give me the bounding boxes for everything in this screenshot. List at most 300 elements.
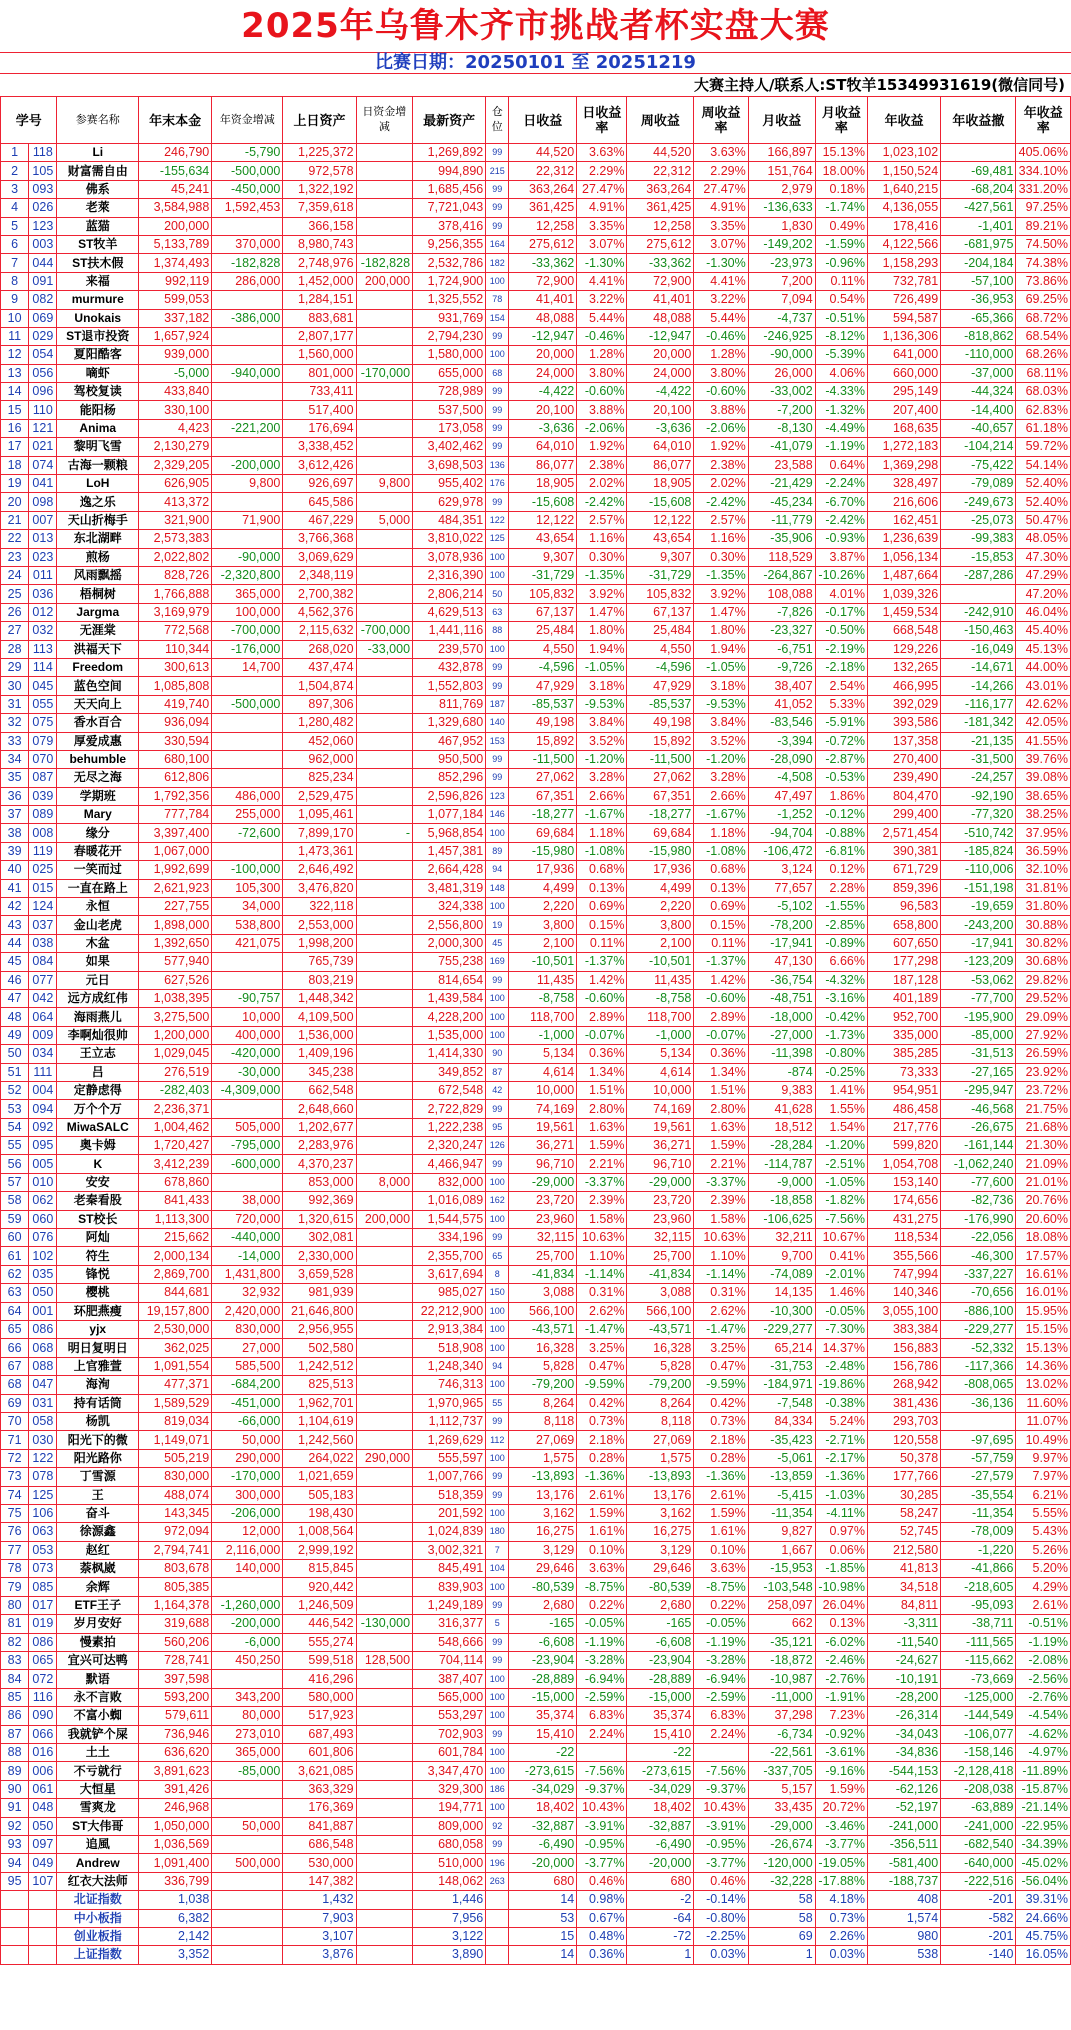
cell-name: 岁月安好 <box>57 1615 139 1633</box>
cell-id: 038 <box>29 934 57 952</box>
cell-year-drawdown: -21,135 <box>941 732 1016 750</box>
cell-day-fund-change <box>356 383 412 401</box>
cell-id: 119 <box>29 842 57 860</box>
cell-day-fund-change <box>356 916 412 934</box>
cell-id <box>29 1927 57 1945</box>
cell-name: 无涯棠 <box>57 622 139 640</box>
cell-year-rate: 6.21% <box>1016 1486 1071 1504</box>
cell-week-rate: -7.56% <box>694 1762 748 1780</box>
cell-rank: 37 <box>1 806 29 824</box>
cell-day-rate: 0.36% <box>577 1045 627 1063</box>
cell-day-profit: 44,520 <box>509 144 577 162</box>
cell-year-end-principal: 728,741 <box>139 1652 212 1670</box>
cell-day-rate: 2.24% <box>577 1725 627 1743</box>
cell-month-profit: -31,753 <box>748 1357 815 1375</box>
cell-year-drawdown: -249,673 <box>941 493 1016 511</box>
cell-latest-assets: 1,552,803 <box>413 677 486 695</box>
cell-month-profit: -13,859 <box>748 1468 815 1486</box>
cell-year-drawdown: -151,198 <box>941 879 1016 897</box>
cell-year-drawdown: -181,342 <box>941 714 1016 732</box>
cell-name: 王立志 <box>57 1045 139 1063</box>
cell-id: 110 <box>29 401 57 419</box>
cell-day-profit: 20,100 <box>509 401 577 419</box>
cell-year-fund-change: -2,320,800 <box>212 566 283 584</box>
cell-name: 北证指数 <box>57 1891 139 1909</box>
cell-day-fund-change <box>356 603 412 621</box>
cell-name: 黎明飞雪 <box>57 438 139 456</box>
cell-year-drawdown: -682,540 <box>941 1835 1016 1853</box>
table-row <box>1 1376 1071 1394</box>
cell-month-rate: 0.41% <box>815 1247 867 1265</box>
cell-month-rate: -0.25% <box>815 1063 867 1081</box>
cell-month-profit: -17,941 <box>748 934 815 952</box>
cell-year-fund-change: 14,700 <box>212 658 283 676</box>
table-row <box>1 1155 1071 1173</box>
cell-name: 天山折梅手 <box>57 511 139 529</box>
cell-name: 金山老虎 <box>57 916 139 934</box>
cell-day-fund-change <box>356 438 412 456</box>
cell-week-profit: -2 <box>627 1891 694 1909</box>
cell-month-profit: -33,002 <box>748 383 815 401</box>
cell-latest-assets: 555,597 <box>413 1449 486 1467</box>
cell-name: 蓝色空间 <box>57 677 139 695</box>
cell-day-fund-change: -700,000 <box>356 622 412 640</box>
cell-week-rate: 1.63% <box>694 1118 748 1136</box>
cell-day-rate: 0.68% <box>577 861 627 879</box>
cell-day-rate: 1.92% <box>577 438 627 456</box>
table-row <box>1 1762 1071 1780</box>
cell-latest-assets: 680,058 <box>413 1835 486 1853</box>
cell-year-end-principal: 2,530,000 <box>139 1321 212 1339</box>
cell-rank: 6 <box>1 235 29 253</box>
cell-position: 63 <box>486 603 509 621</box>
cell-day-fund-change <box>356 1909 412 1927</box>
cell-month-rate: 4.18% <box>815 1891 867 1909</box>
cell-rank: 68 <box>1 1376 29 1394</box>
cell-rank: 62 <box>1 1265 29 1283</box>
cell-prev-assets: 3,876 <box>283 1946 356 1964</box>
cell-week-rate: 3.84% <box>694 714 748 732</box>
cell-year-profit: 3,055,100 <box>867 1302 940 1320</box>
cell-day-rate: 2.29% <box>577 162 627 180</box>
cell-month-profit: -106,472 <box>748 842 815 860</box>
cell-month-rate: -0.05% <box>815 1302 867 1320</box>
cell-year-rate: 59.72% <box>1016 438 1071 456</box>
cell-id: 058 <box>29 1412 57 1430</box>
cell-rank: 75 <box>1 1504 29 1522</box>
cell-week-profit: 27,062 <box>627 769 694 787</box>
cell-week-profit: 23,960 <box>627 1210 694 1228</box>
cell-month-rate: -1.82% <box>815 1192 867 1210</box>
table-row <box>1 695 1071 713</box>
cell-name: 赵红 <box>57 1541 139 1559</box>
cell-prev-assets: 733,411 <box>283 383 356 401</box>
ranking-rows <box>1 144 1071 1965</box>
cell-year-fund-change: 32,932 <box>212 1284 283 1302</box>
cell-year-fund-change: 50,000 <box>212 1817 283 1835</box>
table-row <box>1 677 1071 695</box>
table-row <box>1 1008 1071 1026</box>
cell-month-rate: -3.77% <box>815 1835 867 1853</box>
cell-month-profit: -7,826 <box>748 603 815 621</box>
table-row <box>1 1026 1071 1044</box>
table-row <box>1 1541 1071 1559</box>
cell-week-rate: -1.47% <box>694 1321 748 1339</box>
cell-rank: 83 <box>1 1652 29 1670</box>
cell-day-profit: -10,501 <box>509 953 577 971</box>
cell-month-profit: -18,858 <box>748 1192 815 1210</box>
cell-year-drawdown: -161,144 <box>941 1137 1016 1155</box>
cell-id: 017 <box>29 1596 57 1614</box>
cell-prev-assets: 1,322,192 <box>283 180 356 198</box>
cell-year-rate: 97.25% <box>1016 199 1071 217</box>
table-row <box>1 383 1071 401</box>
cell-day-profit: 86,077 <box>509 456 577 474</box>
cell-year-end-principal: 330,594 <box>139 732 212 750</box>
cell-year-rate: -45.02% <box>1016 1854 1071 1872</box>
table-row <box>1 309 1071 327</box>
cell-day-fund-change <box>356 548 412 566</box>
cell-rank: 47 <box>1 989 29 1007</box>
cell-latest-assets: 1,249,189 <box>413 1596 486 1614</box>
cell-year-profit: 390,381 <box>867 842 940 860</box>
cell-day-fund-change <box>356 1394 412 1412</box>
cell-day-fund-change: - <box>356 824 412 842</box>
cell-year-drawdown: -17,941 <box>941 934 1016 952</box>
cell-year-fund-change: 71,900 <box>212 511 283 529</box>
cell-name: 追風 <box>57 1835 139 1853</box>
cell-day-fund-change <box>356 1927 412 1945</box>
cell-month-rate: -0.17% <box>815 603 867 621</box>
cell-year-profit: 156,786 <box>867 1357 940 1375</box>
cell-day-fund-change: 9,800 <box>356 475 412 493</box>
cell-week-profit: 2,220 <box>627 898 694 916</box>
table-row <box>1 1045 1071 1063</box>
cell-day-rate: -0.07% <box>577 1026 627 1044</box>
cell-month-rate: -2.76% <box>815 1670 867 1688</box>
cell-year-drawdown: -82,736 <box>941 1192 1016 1210</box>
cell-rank: 52 <box>1 1081 29 1099</box>
cell-day-rate: 3.63% <box>577 1560 627 1578</box>
cell-week-rate: -1.36% <box>694 1468 748 1486</box>
cell-year-end-principal: 2,621,923 <box>139 879 212 897</box>
cell-year-profit: 607,650 <box>867 934 940 952</box>
table-row <box>1 1357 1071 1375</box>
cell-year-end-principal: 3,275,500 <box>139 1008 212 1026</box>
cell-prev-assets: 1,095,461 <box>283 806 356 824</box>
cell-year-profit: 641,000 <box>867 346 940 364</box>
cell-id: 003 <box>29 235 57 253</box>
cell-position: 65 <box>486 1247 509 1265</box>
cell-year-fund-change: 365,000 <box>212 585 283 603</box>
cell-year-rate: -2.08% <box>1016 1652 1071 1670</box>
cell-prev-assets: 3,338,452 <box>283 438 356 456</box>
table-row <box>1 732 1071 750</box>
cell-position: 99 <box>486 1596 509 1614</box>
cell-day-fund-change <box>356 787 412 805</box>
cell-month-profit: 37,298 <box>748 1707 815 1725</box>
cell-year-profit: 1,039,326 <box>867 585 940 603</box>
cell-latest-assets: 467,952 <box>413 732 486 750</box>
cell-year-rate: -4.54% <box>1016 1707 1071 1725</box>
cell-name: 李啊灿很帅 <box>57 1026 139 1044</box>
cell-year-drawdown: -24,257 <box>941 769 1016 787</box>
cell-month-rate: -1.74% <box>815 199 867 217</box>
cell-week-profit: 19,561 <box>627 1118 694 1136</box>
cell-year-profit: 162,451 <box>867 511 940 529</box>
cell-id: 062 <box>29 1192 57 1210</box>
cell-prev-assets: 2,330,000 <box>283 1247 356 1265</box>
cell-month-rate: -2.42% <box>815 511 867 529</box>
cell-month-profit: 1,830 <box>748 217 815 235</box>
cell-day-fund-change <box>356 1541 412 1559</box>
cell-month-profit: -103,548 <box>748 1578 815 1596</box>
cell-day-rate: -1.14% <box>577 1265 627 1283</box>
cell-id: 050 <box>29 1817 57 1835</box>
cell-week-profit: 67,137 <box>627 603 694 621</box>
cell-week-rate: 1.18% <box>694 824 748 842</box>
cell-position: 122 <box>486 511 509 529</box>
cell-latest-assets: 814,654 <box>413 971 486 989</box>
cell-position: 136 <box>486 456 509 474</box>
cell-day-rate: 1.16% <box>577 530 627 548</box>
cell-week-profit: -11,500 <box>627 750 694 768</box>
cell-id: 032 <box>29 622 57 640</box>
cell-latest-assets: 194,771 <box>413 1799 486 1817</box>
cell-month-rate: 0.54% <box>815 291 867 309</box>
cell-prev-assets: 3,476,820 <box>283 879 356 897</box>
cell-week-rate: -1.67% <box>694 806 748 824</box>
cell-week-rate: -3.91% <box>694 1817 748 1835</box>
cell-day-rate: 3.25% <box>577 1339 627 1357</box>
cell-latest-assets: 3,078,936 <box>413 548 486 566</box>
cell-name: 老秦看股 <box>57 1192 139 1210</box>
cell-week-profit: 20,000 <box>627 346 694 364</box>
cell-year-end-principal: 4,423 <box>139 419 212 437</box>
cell-week-profit: 35,374 <box>627 1707 694 1725</box>
cell-day-fund-change <box>356 806 412 824</box>
cell-position: 180 <box>486 1523 509 1541</box>
cell-day-rate: 0.98% <box>577 1891 627 1909</box>
cell-year-end-principal: 391,426 <box>139 1780 212 1798</box>
cell-year-end-principal: 772,568 <box>139 622 212 640</box>
cell-month-profit: -35,423 <box>748 1431 815 1449</box>
cell-position: 100 <box>486 1707 509 1725</box>
table-row <box>1 1523 1071 1541</box>
cell-year-end-principal: 19,157,800 <box>139 1302 212 1320</box>
cell-year-drawdown: -116,177 <box>941 695 1016 713</box>
cell-rank: 33 <box>1 732 29 750</box>
cell-year-profit: -11,540 <box>867 1633 940 1651</box>
cell-id: 093 <box>29 180 57 198</box>
cell-month-profit: 23,588 <box>748 456 815 474</box>
cell-month-rate: 0.03% <box>815 1946 867 1964</box>
cell-year-fund-change: -795,000 <box>212 1137 283 1155</box>
cell-rank: 20 <box>1 493 29 511</box>
cell-year-end-principal: 1,113,300 <box>139 1210 212 1228</box>
cell-week-rate: 0.15% <box>694 916 748 934</box>
cell-prev-assets: 687,493 <box>283 1725 356 1743</box>
cell-name: 持有话筒 <box>57 1394 139 1412</box>
cell-prev-assets: 2,648,660 <box>283 1100 356 1118</box>
cell-day-fund-change <box>356 1854 412 1872</box>
cell-latest-assets: 950,500 <box>413 750 486 768</box>
cell-day-fund-change <box>356 934 412 952</box>
cell-week-rate: 3.22% <box>694 291 748 309</box>
cell-year-drawdown: -26,675 <box>941 1118 1016 1136</box>
cell-year-rate: 69.25% <box>1016 291 1071 309</box>
cell-day-profit: 12,122 <box>509 511 577 529</box>
cell-week-profit: 23,720 <box>627 1192 694 1210</box>
cell-rank: 89 <box>1 1762 29 1780</box>
table-row <box>1 750 1071 768</box>
cell-latest-assets: 2,596,826 <box>413 787 486 805</box>
cell-week-profit: 3,162 <box>627 1504 694 1522</box>
cell-position: 187 <box>486 695 509 713</box>
cell-year-end-principal: 1,067,000 <box>139 842 212 860</box>
cell-name: Unokais <box>57 309 139 327</box>
cell-week-rate: 2.24% <box>694 1725 748 1743</box>
cell-name: Jargma <box>57 603 139 621</box>
cell-week-rate: 1.59% <box>694 1504 748 1522</box>
cell-rank: 67 <box>1 1357 29 1375</box>
cell-week-rate: -3.77% <box>694 1854 748 1872</box>
cell-week-rate: -1.08% <box>694 842 748 860</box>
cell-day-profit: 14 <box>509 1946 577 1964</box>
cell-day-rate: -1.05% <box>577 658 627 676</box>
cell-year-fund-change: -14,000 <box>212 1247 283 1265</box>
cell-year-drawdown: -125,000 <box>941 1688 1016 1706</box>
cell-name: 永不言败 <box>57 1688 139 1706</box>
cell-rank: 30 <box>1 677 29 695</box>
cell-day-profit: 18,402 <box>509 1799 577 1817</box>
cell-week-profit: 67,351 <box>627 787 694 805</box>
cell-year-end-principal: 362,025 <box>139 1339 212 1357</box>
cell-year-end-principal: 1,792,356 <box>139 787 212 805</box>
table-row <box>1 1799 1071 1817</box>
cell-position: 100 <box>486 566 509 584</box>
cell-rank: 53 <box>1 1100 29 1118</box>
cell-year-fund-change <box>212 346 283 364</box>
cell-year-drawdown: -144,549 <box>941 1707 1016 1725</box>
cell-year-end-principal: 337,182 <box>139 309 212 327</box>
cell-week-profit: 27,069 <box>627 1431 694 1449</box>
cell-week-rate: -0.80% <box>694 1909 748 1927</box>
cell-rank: 23 <box>1 548 29 566</box>
cell-latest-assets: 334,196 <box>413 1229 486 1247</box>
cell-name: 海洵 <box>57 1376 139 1394</box>
cell-year-profit: 1,574 <box>867 1909 940 1927</box>
cell-prev-assets: 467,229 <box>283 511 356 529</box>
cell-day-rate: -2.06% <box>577 419 627 437</box>
cell-month-rate: -2.85% <box>815 916 867 934</box>
cell-week-rate: 3.80% <box>694 364 748 382</box>
cell-year-profit: -52,197 <box>867 1799 940 1817</box>
table-row <box>1 603 1071 621</box>
cell-prev-assets: 176,369 <box>283 1799 356 1817</box>
cell-id: 039 <box>29 787 57 805</box>
cell-week-profit: -29,000 <box>627 1173 694 1191</box>
cell-id: 050 <box>29 1284 57 1302</box>
cell-id: 094 <box>29 1100 57 1118</box>
cell-week-profit: 13,176 <box>627 1486 694 1504</box>
cell-year-end-principal: 2,236,371 <box>139 1100 212 1118</box>
cell-id: 073 <box>29 1560 57 1578</box>
cell-year-drawdown: -176,990 <box>941 1210 1016 1228</box>
cell-year-profit: 538 <box>867 1946 940 1964</box>
cell-week-profit: 3,088 <box>627 1284 694 1302</box>
cell-day-rate: 6.83% <box>577 1707 627 1725</box>
cell-rank: 54 <box>1 1118 29 1136</box>
cell-year-fund-change: 38,000 <box>212 1192 283 1210</box>
cell-week-rate: -0.95% <box>694 1835 748 1853</box>
cell-day-fund-change <box>356 1339 412 1357</box>
cell-position: 100 <box>486 824 509 842</box>
cell-id: 012 <box>29 603 57 621</box>
cell-month-profit: -74,089 <box>748 1265 815 1283</box>
cell-day-rate: 1.18% <box>577 824 627 842</box>
cell-year-drawdown: -44,324 <box>941 383 1016 401</box>
cell-year-drawdown: -27,579 <box>941 1468 1016 1486</box>
cell-month-rate: -1.05% <box>815 1173 867 1191</box>
cell-year-end-principal: 939,000 <box>139 346 212 364</box>
cell-id: 070 <box>29 750 57 768</box>
cell-latest-assets: 3,698,503 <box>413 456 486 474</box>
cell-year-end-principal: 200,000 <box>139 217 212 235</box>
cell-position: 100 <box>486 1302 509 1320</box>
cell-position: 153 <box>486 732 509 750</box>
cell-day-profit: 27,069 <box>509 1431 577 1449</box>
cell-week-profit: -12,947 <box>627 327 694 345</box>
cell-year-rate: 10.49% <box>1016 1431 1071 1449</box>
cell-week-profit: 566,100 <box>627 1302 694 1320</box>
cell-prev-assets: 147,382 <box>283 1872 356 1890</box>
cell-id: 097 <box>29 1835 57 1853</box>
cell-prev-assets: 3,621,085 <box>283 1762 356 1780</box>
cell-day-fund-change <box>356 1504 412 1522</box>
cell-week-rate: 1.16% <box>694 530 748 548</box>
cell-week-profit: 275,612 <box>627 235 694 253</box>
cell-day-rate: 2.66% <box>577 787 627 805</box>
cell-latest-assets: 1,441,116 <box>413 622 486 640</box>
cell-year-end-principal: 819,034 <box>139 1412 212 1430</box>
cell-year-rate: 18.08% <box>1016 1229 1071 1247</box>
cell-latest-assets: 7,721,043 <box>413 199 486 217</box>
cell-year-drawdown: -37,000 <box>941 364 1016 382</box>
cell-year-end-principal: 736,946 <box>139 1725 212 1743</box>
cell-rank: 1 <box>1 144 29 162</box>
cell-week-rate: 1.28% <box>694 346 748 364</box>
cell-position: 99 <box>486 401 509 419</box>
cell-name: 佛系 <box>57 180 139 198</box>
cell-id: 107 <box>29 1872 57 1890</box>
cell-year-end-principal: 1,029,045 <box>139 1045 212 1063</box>
table-row <box>1 1247 1071 1265</box>
cell-day-rate: -7.56% <box>577 1762 627 1780</box>
cell-day-profit: -79,200 <box>509 1376 577 1394</box>
cell-year-end-principal: 2,130,279 <box>139 438 212 456</box>
cell-latest-assets: 2,316,390 <box>413 566 486 584</box>
cell-position: 42 <box>486 1081 509 1099</box>
cell-id: 054 <box>29 346 57 364</box>
cell-prev-assets: 1,021,659 <box>283 1468 356 1486</box>
cell-name: 宜兴可达鸭 <box>57 1652 139 1670</box>
cell-rank <box>1 1927 29 1945</box>
cell-month-rate: 0.18% <box>815 180 867 198</box>
cell-year-end-principal: 2,573,383 <box>139 530 212 548</box>
cell-year-fund-change: -206,000 <box>212 1504 283 1522</box>
cell-prev-assets: 363,329 <box>283 1780 356 1798</box>
